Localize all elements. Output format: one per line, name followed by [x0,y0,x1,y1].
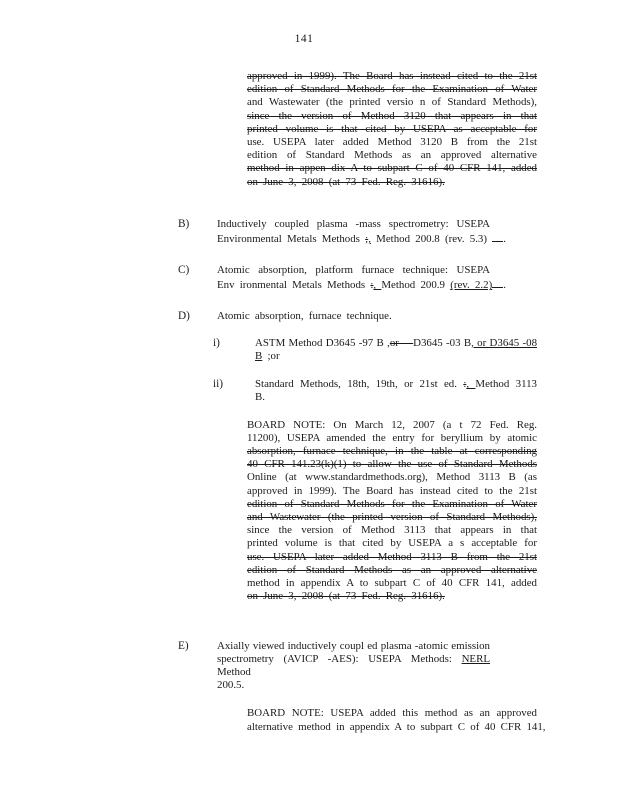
item-label: D) [178,309,190,322]
text-line [217,640,490,653]
text-line [217,264,490,277]
text-run: Method 200.8 (rev. 5.3) [370,233,493,246]
text-line [255,350,537,363]
struck-text: ; [365,233,369,246]
text-line [247,551,537,564]
underline-blank-mark [492,231,503,242]
item-D [0,310,618,323]
struck-text: method in appen dix A to subpart C of 40 CFR 141, added [247,162,537,175]
text-line [217,277,506,292]
text-line [217,679,490,692]
text-run: 200.5. [217,679,245,692]
text-run: Axially viewed inductively coupl ed plasma -atomic emission [217,639,490,652]
struck-text: : [463,378,467,391]
inserted-text: , [368,233,371,246]
text-line [247,564,537,577]
text-line [247,471,537,484]
text-run: Atomic absorption, furnace technique. [217,309,392,322]
text-line [247,524,537,537]
struck-text: edition of Standard Methods for the Examination of Water [247,83,537,96]
block-text [217,640,490,693]
item-E [0,640,618,693]
text-run: Env ironmental Metals Methods [217,279,371,292]
item-label: C) [178,264,190,277]
text-run: approved in 1999). The Board has instead cited to the 21st [247,484,537,497]
struck-text: printed volume is that cited by USEPA as acceptable for [247,122,537,135]
text-run: Method 200.9 [381,279,451,292]
text-run: Environmental Metals Methods [217,233,366,246]
board-note-avicp [0,707,618,733]
text-run: since the version of Method 3113 that appears in that [247,524,537,537]
struck-text: edition of Standard Methods for the Examination of Water [247,497,537,510]
text-run: Standard Methods, 18th, 19th, or 21st ed. [255,378,464,391]
block-text [255,378,537,404]
struck-text: since the version of Method 3120 that appears in that [247,109,537,122]
struck-text: 40 CFR 141.23(k)(1) to allow the use of Standard Methods [247,458,537,471]
text-line [247,136,537,149]
text-line [247,70,537,83]
item-label: i) [213,336,220,349]
text-run: method in appendix A to subpart C of 40 CFR 141, added [247,577,537,590]
text-line [255,391,537,404]
text-line [255,378,537,391]
text-run: edition of Standard Methods as an approved alternative [247,149,537,162]
block-text [247,419,537,604]
text-run: . [503,279,506,292]
text-line [247,511,537,524]
text-run: printed volume is that cited by USEPA a s acceptable for [247,537,537,550]
text-line [247,432,537,445]
block-text [217,264,506,292]
text-run: Method [217,665,251,678]
text-line [255,337,537,350]
text-line [247,110,537,123]
inserted-text: NERL [461,652,490,665]
continuation-paragraph [0,70,618,189]
block-text [217,217,506,246]
text-line [217,231,506,246]
text-line [217,653,490,679]
inserted-text: , [373,279,382,292]
text-line [247,176,537,189]
block-text [247,70,537,189]
text-line [247,485,537,498]
text-run: BOARD NOTE: USEPA added this method as an approved [247,707,537,720]
text-run: Inductively coupled plasma -mass spectrometry: USEPA [217,217,490,230]
struck-text: on June 3, 2008 (at 73 Fed. Reg. 31616). [247,175,445,188]
text-run: and Wastewater (the printed versio n of Standard Methods), [247,96,537,109]
struck-text: edition of Standard Methods as an approved alternative [247,563,537,576]
text-line [217,310,490,323]
text-run: use. USEPA later added Method 3120 B from the 21st [247,136,537,149]
inserted-text: (rev. 2.2) [450,279,493,292]
text-run: alternative method in appendix A to subpart C of 40 CFR 141, [247,720,546,733]
text-line [247,707,537,720]
page-number: 141 [294,33,314,45]
text-line [247,537,537,550]
text-run: ;or [262,350,280,363]
text-line [247,720,546,734]
block-text [217,310,490,323]
struck-text: on June 3, 2008 (at 73 Fed. Reg. 31616). [247,590,445,603]
text-run: Method 3113 [475,378,537,391]
inserted-text: B [255,350,263,363]
struck-text: absorption, furnace technique, in the table at corresponding [247,445,537,458]
block-text [255,337,537,363]
text-run: D3645 -03 B [413,336,472,349]
underline-blank-mark [492,277,503,288]
document-body [0,70,618,734]
text-line [247,83,537,96]
text-line [217,218,490,231]
text-line [247,577,537,590]
text-run: B. [255,391,265,404]
text-run: Online (at www.standardmethods.org), Method 3113 B (as [247,471,537,484]
struck-text: or — [389,336,414,349]
text-line [247,162,537,175]
text-line [247,458,537,471]
item-label: B) [178,217,190,230]
text-run: . [503,233,506,246]
text-run: Atomic absorption, platform furnace technique: USEPA [217,264,490,277]
struck-text: and Wastewater (the printed version of Standard Methods), [247,511,537,524]
text-run: 11200), USEPA amended the entry for beryllium by atomic [247,431,537,444]
text-line [247,96,537,109]
item-B [0,218,618,246]
text-line [247,590,537,603]
item-label: ii) [213,378,224,391]
inserted-text: , or D3645 -08 [471,336,538,349]
text-run: BOARD NOTE: On March 12, 2007 (a t 72 Fed. Reg. [247,418,537,431]
item-label: E) [178,639,189,652]
item-C [0,264,618,292]
text-line [247,419,537,432]
struck-text: : [370,279,374,292]
struck-text: use. USEPA later added Method 3113 B from the 21st [247,550,537,563]
text-line [247,498,537,511]
text-line [247,445,537,458]
subitem-ii [0,378,618,404]
text-line [247,123,537,136]
inserted-text: , [466,378,476,391]
subitem-i [0,337,618,363]
block-text [247,707,546,733]
struck-text: approved in 1999). The Board has instead cited to the 21st [247,70,537,82]
board-note-beryllium [0,419,618,604]
text-line [247,149,537,162]
text-run: spectrometry (AVICP -AES): USEPA Methods: [217,652,462,665]
text-run: ASTM Method D3645 -97 B , [255,336,390,349]
